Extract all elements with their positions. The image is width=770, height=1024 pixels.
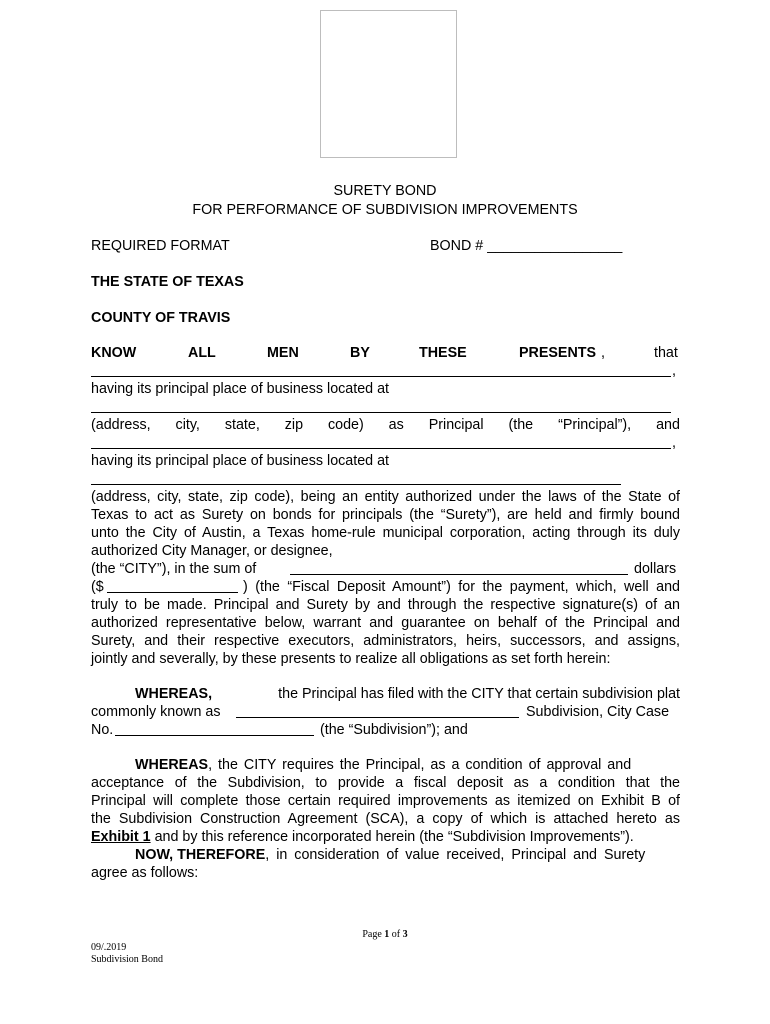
now-therefore-line-2: agree as follows: [91, 865, 199, 881]
whereas1-text: the Principal has filed with the CITY that certain subdivision plat [278, 686, 680, 702]
surety-blank-comma: , [672, 435, 676, 451]
principal-place-label: having its principal place of business located at [91, 381, 390, 397]
state-heading: THE STATE OF TEXAS [91, 274, 244, 290]
subdivision-case-label: Subdivision, City Case [526, 704, 670, 720]
page-number [0, 929, 770, 940]
surety-para-line-1: (address, city, state, zip code), being an entity authorized under the laws of the State of [91, 489, 680, 505]
whereas2-line-4: the Subdivision Construction Agreement (SCA), a copy of which is attached hereto as [91, 811, 680, 827]
page-prefix: Page [362, 929, 385, 940]
word-and: and [656, 417, 680, 433]
presents-word: PRESENTS [519, 345, 597, 361]
that-word: that [654, 345, 678, 361]
bond-number-field[interactable]: BOND # _________________ [430, 238, 623, 254]
fiscal-deposit-text: ) (the “Fiscal Deposit Amount”) for the payment, which, well and [243, 579, 680, 595]
para2-line-2: authorized representative below, warrant and guarantee on behalf of the Principal and [91, 615, 680, 631]
fiscal-dollar-sign: ($ [91, 579, 104, 595]
surety-place-label: having its principal place of business located at [91, 453, 390, 469]
page-total: 3 [402, 929, 408, 940]
word-as: as [388, 417, 404, 433]
photo-placeholder-box [320, 10, 457, 158]
word-principal: Principal [428, 417, 484, 433]
now-therefore-lead: NOW, THEREFORE [135, 847, 266, 863]
surety-para-line-4: authorized City Manager, or designee, [91, 543, 333, 559]
county-heading: COUNTY OF TRAVIS [91, 310, 231, 326]
subdivision-defined-label: (the “Subdivision”); and [320, 722, 468, 738]
by-word: BY [350, 345, 370, 361]
word-city: city, [175, 417, 200, 433]
now-therefore-text: , in consideration of value received, Principal and Surety [265, 847, 646, 863]
surety-address-blank[interactable] [91, 484, 621, 485]
para2-line-3: Surety, and their respective executors, administrators, heirs, successors, and assigns, [91, 633, 680, 649]
document-title: SURETY BOND [333, 183, 437, 199]
case-number-blank[interactable] [115, 735, 314, 736]
men-word: MEN [267, 345, 299, 361]
whereas2-line-3: Principal will complete those certain required improvements as itemized on Exhibit B of [91, 793, 680, 809]
page-current: 1 [384, 929, 390, 940]
subdivision-name-blank[interactable] [236, 717, 519, 718]
presents-comma: , [601, 345, 605, 361]
whereas2-line-1 [135, 756, 680, 774]
now-therefore-line-1 [135, 846, 680, 864]
sum-label: (the “CITY”), in the sum of [91, 561, 257, 577]
address-principal-line [91, 416, 680, 434]
principal-blank-comma: , [672, 363, 676, 379]
fiscal-amount-blank[interactable] [107, 592, 238, 593]
required-format-label: REQUIRED FORMAT [91, 238, 230, 254]
word-address: (address, [91, 417, 151, 433]
word-zip: zip [284, 417, 304, 433]
these-word: THESE [419, 345, 467, 361]
whereas1-lead: WHEREAS, [135, 686, 213, 702]
footer-doc-name: Subdivision Bond [91, 954, 163, 965]
whereas2-line-5 [91, 828, 634, 846]
principal-address-blank[interactable] [91, 412, 671, 413]
para2-line-4: jointly and severally, by these presents to realize all obligations as set forth herein: [91, 651, 611, 667]
know-word: KNOW [91, 345, 137, 361]
know-all-men-line [91, 344, 680, 362]
document-subtitle: FOR PERFORMANCE OF SUBDIVISION IMPROVEMENTS [192, 202, 578, 218]
word-state: state, [224, 417, 260, 433]
dollars-label: dollars [634, 561, 677, 577]
word-code: code) [327, 417, 364, 433]
footer-date: 09/.2019 [91, 942, 127, 953]
surety-para-line-3: unto the City of Austin, a Texas home-rule municipal corporation, acting through its duly [91, 525, 680, 541]
surety-para-line-2: Texas to act as Surety on bonds for principals (the “Surety”), are held and firmly bound [91, 507, 680, 523]
commonly-known-label: commonly known as [91, 704, 221, 720]
principal-name-blank[interactable] [91, 376, 671, 377]
exhibit-1-link: Exhibit 1 [91, 829, 151, 845]
surety-name-blank[interactable] [91, 448, 671, 449]
whereas2-text: , the CITY requires the Principal, as a condition of approval and [208, 757, 632, 773]
word-the: (the [508, 417, 534, 433]
sum-words-blank[interactable] [290, 574, 628, 575]
whereas1-line-1 [135, 685, 680, 703]
whereas2-line-2: acceptance of the Subdivision, to provide a fiscal deposit as a condition that the [91, 775, 680, 791]
exhibit-text: and by this reference incorporated herein (the “Subdivision Improvements”). [150, 829, 634, 845]
all-word: ALL [188, 345, 216, 361]
word-principal-quoted: “Principal”), [558, 417, 632, 433]
whereas2-lead: WHEREAS [135, 757, 209, 773]
case-no-label: No. [91, 722, 114, 738]
para2-line-1: truly to be made. Principal and Surety by and through the respective signature(s) of an [91, 597, 680, 613]
page-of: of [389, 929, 403, 940]
